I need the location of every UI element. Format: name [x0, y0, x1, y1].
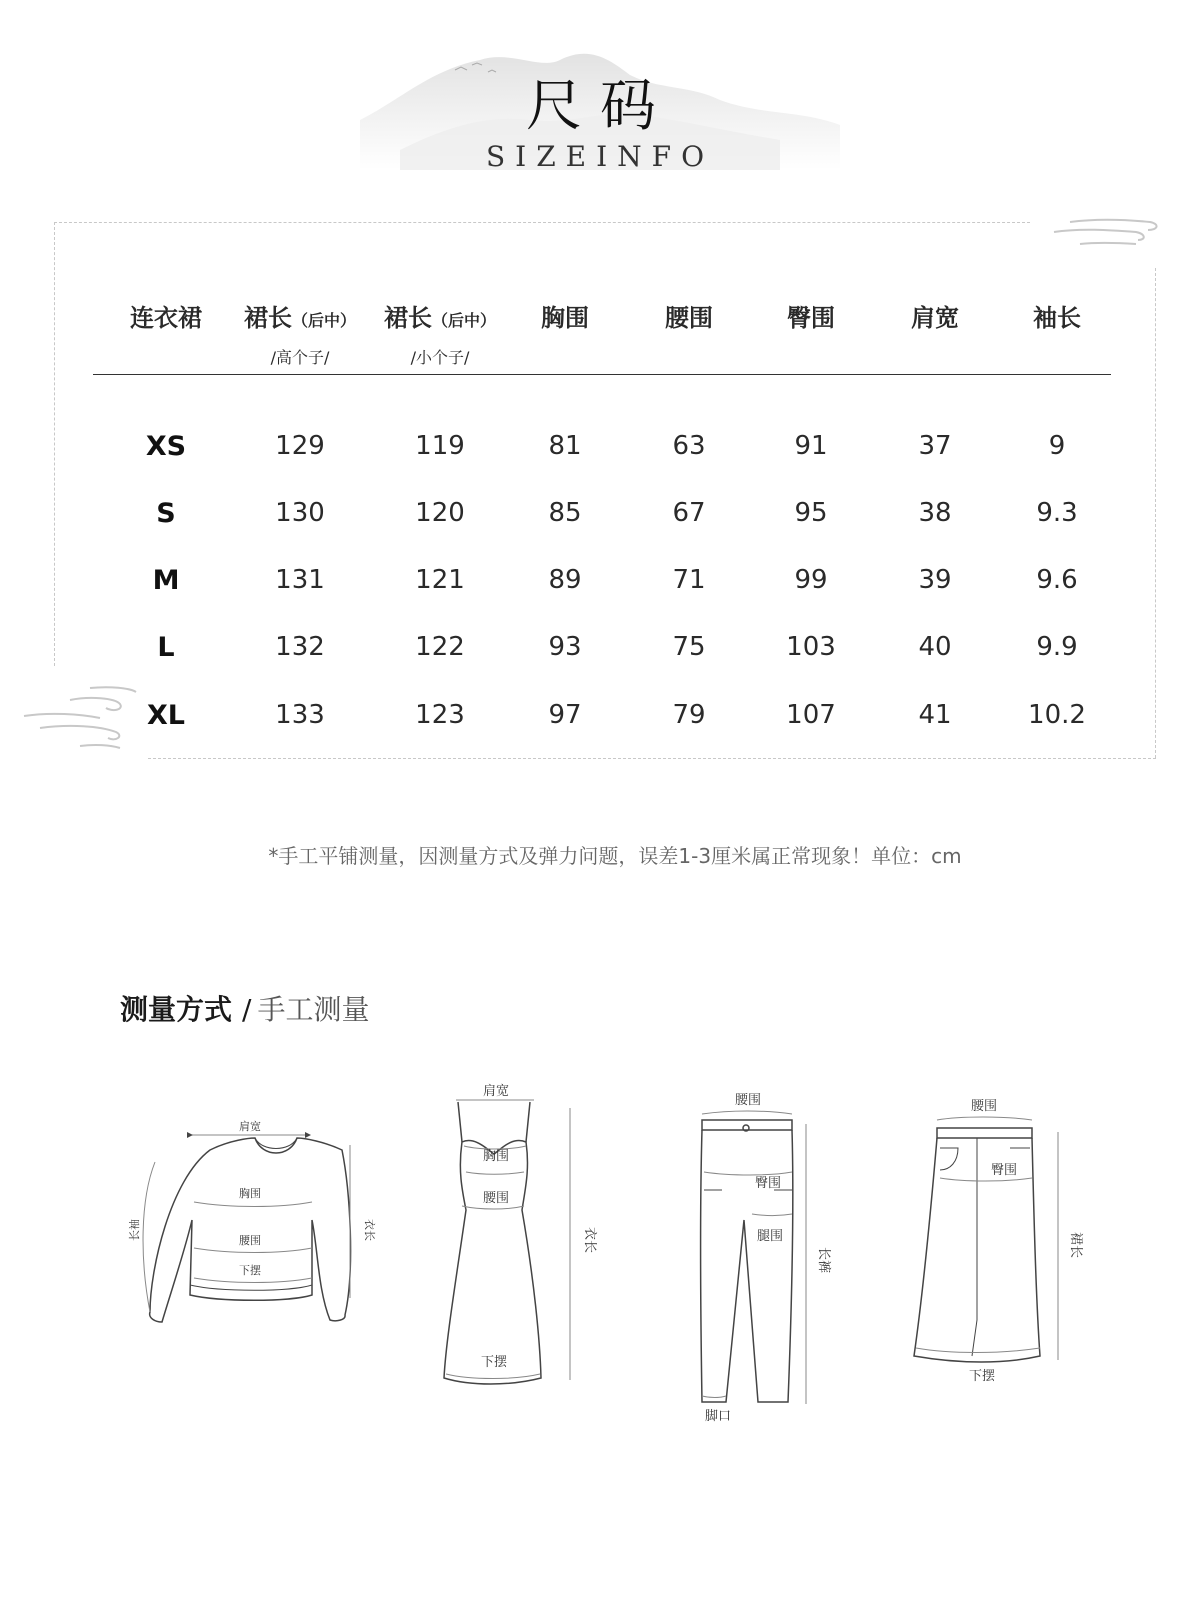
pants-label-waist: 腰围: [734, 1093, 762, 1108]
method-title: 测量方式: [120, 993, 233, 1026]
method-subtitle: 手工测量: [257, 993, 370, 1026]
measurement-note: *手工平铺测量，因测量方式及弹力问题，误差1-3厘米属正常现象！单位：cm: [268, 844, 962, 868]
shirt-label-chest: 胸围: [239, 1187, 261, 1200]
size-label: XL: [146, 700, 186, 731]
table-cell: 38: [918, 498, 952, 528]
table-row: [0, 498, 1200, 538]
method-heading: [120, 988, 369, 1028]
column-header-dress: 连衣裙: [130, 304, 202, 332]
dress-label-shoulder: 肩宽: [482, 1084, 510, 1099]
pants-label-hip: 臀围: [754, 1176, 782, 1191]
shirt-label-hem: 下摆: [239, 1264, 261, 1277]
skirt-measure-lines: [916, 1117, 1058, 1360]
table-cell: 85: [548, 498, 582, 528]
pants-label-thigh: 腿围: [756, 1229, 784, 1244]
table-cell: 133: [275, 700, 325, 730]
table-row: [0, 431, 1200, 471]
dress-measure-lines: [446, 1100, 570, 1380]
table-cell: 63: [672, 431, 706, 461]
table-cell: 37: [918, 431, 952, 461]
table-cell: 75: [672, 632, 706, 662]
table-cell: 132: [275, 632, 325, 662]
table-cell: 122: [415, 632, 465, 662]
table-cell: 39: [918, 565, 952, 595]
frame-bottom-border: [148, 758, 1156, 759]
table-row: [0, 632, 1200, 672]
table-row: [0, 700, 1200, 740]
table-cell: 119: [415, 431, 465, 461]
measurement-diagrams: [0, 1080, 1200, 1440]
dress-label-hem: 下摆: [480, 1355, 508, 1370]
dress-label-waist: 腰围: [482, 1191, 510, 1206]
column-header-waist: 腰围: [665, 304, 713, 332]
shirt-label-waist: 腰围: [239, 1234, 261, 1247]
table-cell: 89: [548, 565, 582, 595]
table-cell: 107: [786, 700, 836, 730]
pants-diagram: [701, 1120, 793, 1402]
skirt-diagram: [914, 1128, 1040, 1362]
shirt-diagram: [150, 1138, 351, 1322]
column-header-length-tall: 裙长（后中） /高个子/: [243, 304, 356, 367]
page-subtitle: SIZEINFO: [485, 140, 715, 173]
table-cell: 123: [415, 700, 465, 730]
skirt-label-waist: 腰围: [970, 1099, 998, 1114]
dress-label-length: 衣长: [582, 1226, 597, 1254]
pants-measure-lines: [702, 1111, 806, 1404]
dress-label-chest: 胸围: [482, 1149, 510, 1164]
table-row: [0, 565, 1200, 605]
size-label: S: [156, 498, 176, 529]
pants-label-length: 长裤: [816, 1246, 831, 1274]
column-header-hip: 臀围: [787, 304, 835, 332]
column-header-length-petite: 裙长（后中） /小个子/: [383, 304, 496, 367]
column-header-sleeve: 袖长: [1033, 304, 1081, 332]
method-separator: /: [242, 993, 252, 1026]
skirt-label-hip: 臀围: [990, 1163, 1018, 1178]
frame-top-border: [54, 222, 1030, 223]
skirt-label-hem: 下摆: [968, 1369, 996, 1384]
table-cell: 130: [275, 498, 325, 528]
table-cell: 99: [794, 565, 828, 595]
skirt-label-length: 裙长: [1068, 1231, 1083, 1259]
page-title: 尺码: [526, 74, 674, 139]
column-header-chest: 胸围: [541, 304, 589, 332]
table-cell: 67: [672, 498, 706, 528]
table-cell: 103: [786, 632, 836, 662]
table-cell: 10.2: [1028, 700, 1086, 730]
shirt-label-length: 衣长: [363, 1219, 376, 1241]
column-header-shoulder: 肩宽: [911, 304, 959, 332]
shirt-label-shoulder: 肩宽: [239, 1120, 261, 1133]
table-cell: 71: [672, 565, 706, 595]
table-cell: 91: [794, 431, 828, 461]
table-cell: 79: [672, 700, 706, 730]
cloud-decoration-top-right: [1050, 216, 1160, 256]
table-cell: 9.9: [1036, 632, 1078, 662]
table-cell: 129: [275, 431, 325, 461]
table-cell: 40: [918, 632, 952, 662]
table-cell: 9.3: [1036, 498, 1078, 528]
shirt-label-sleeve: 长袖: [128, 1219, 141, 1241]
size-label: M: [152, 565, 180, 596]
table-cell: 121: [415, 565, 465, 595]
table-cell: 131: [275, 565, 325, 595]
shirt-measure-lines: [143, 1135, 350, 1312]
table-cell: 41: [918, 700, 952, 730]
table-cell: 9.6: [1036, 565, 1078, 595]
size-label: L: [157, 632, 175, 663]
dress-diagram: [444, 1102, 541, 1384]
header-divider: [93, 374, 1111, 375]
table-cell: 81: [548, 431, 582, 461]
pants-label-cuff: 脚口: [704, 1409, 732, 1424]
size-label: XS: [145, 431, 187, 462]
table-cell: 9: [1048, 431, 1066, 461]
table-cell: 120: [415, 498, 465, 528]
table-cell: 93: [548, 632, 582, 662]
table-cell: 95: [794, 498, 828, 528]
table-cell: 97: [548, 700, 582, 730]
